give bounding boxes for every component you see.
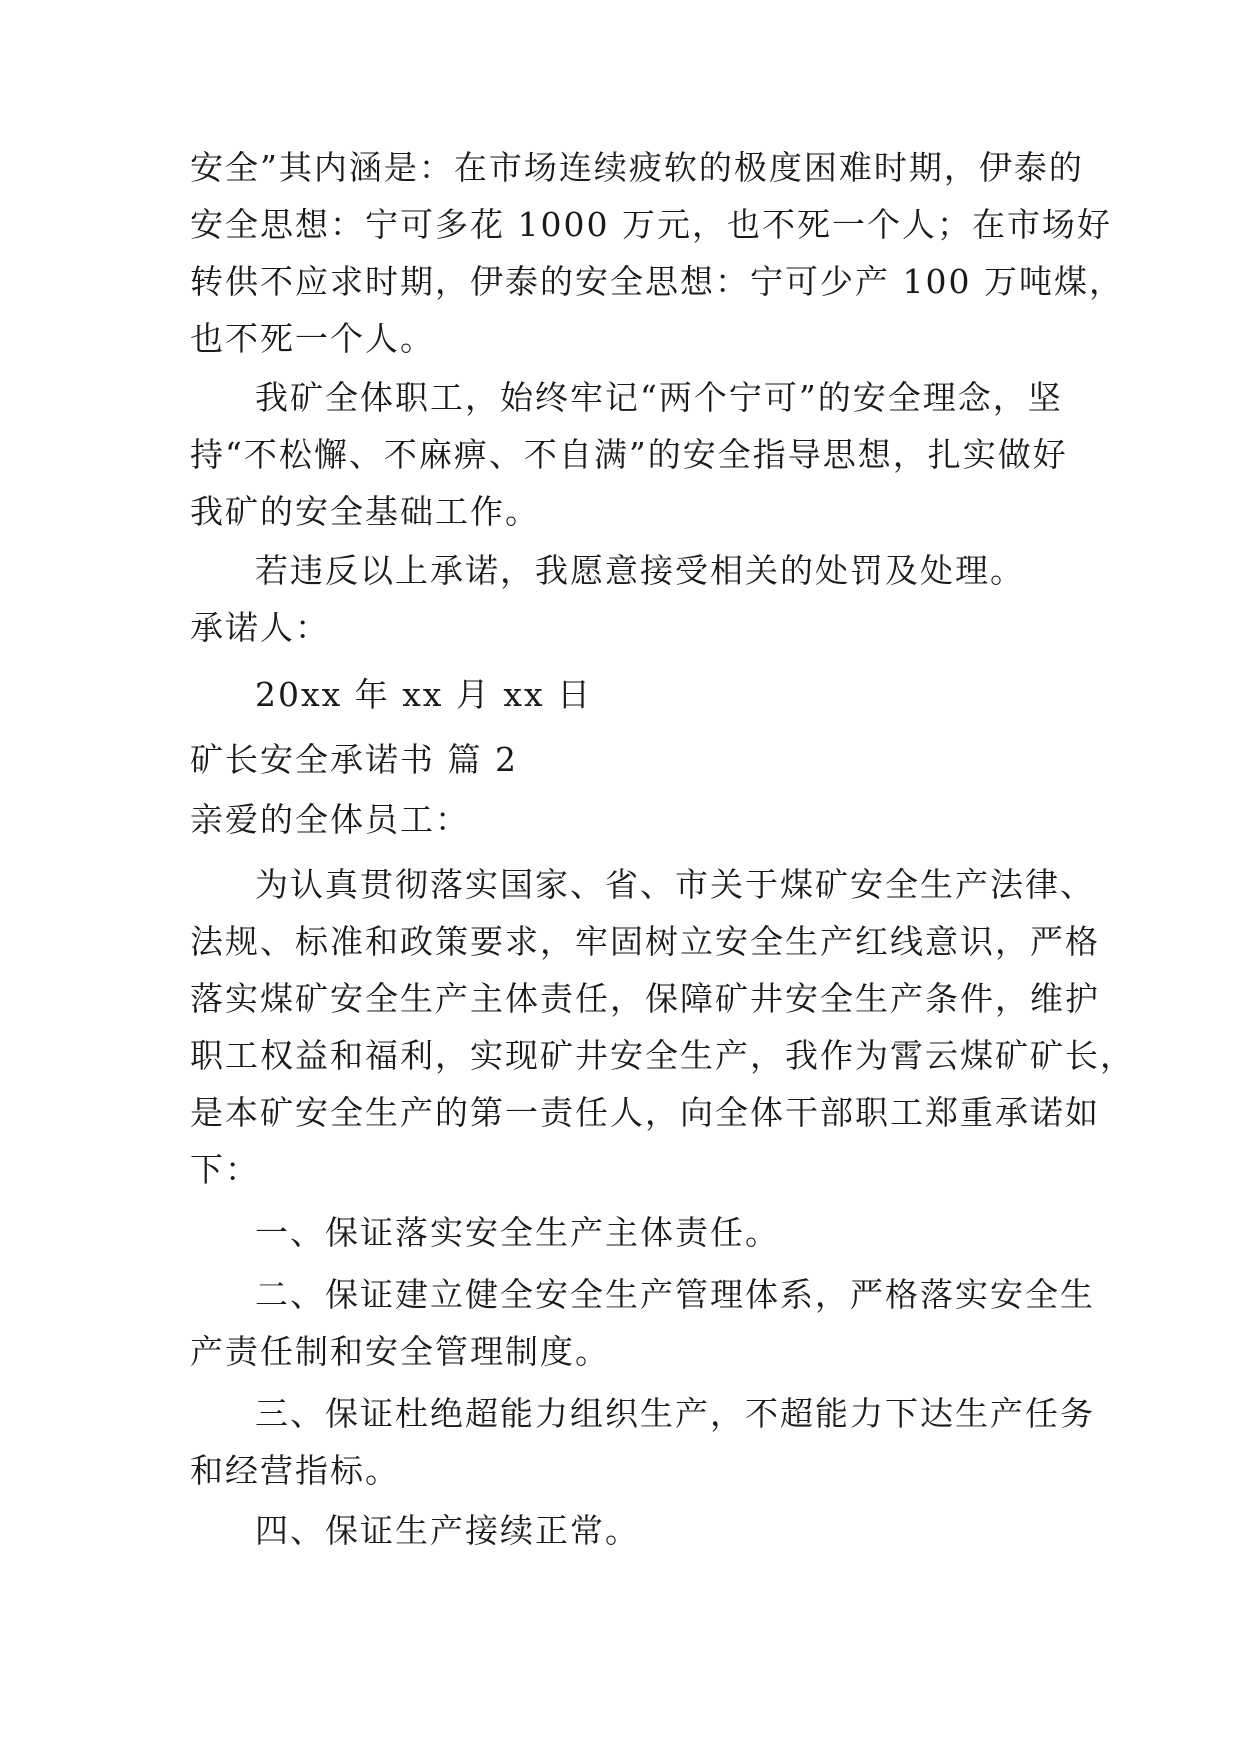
date-line: 20xx 年 xx 月 xx 日 [255, 675, 593, 714]
text-line: 职工权益和福利，实现矿井安全生产，我作为霄云煤矿矿长， [190, 1036, 1135, 1075]
paragraph-start: 为认真贯彻落实国家、省、市关于煤矿安全生产法律、 [255, 865, 1095, 904]
text-line: 是本矿安全生产的第一责任人，向全体干部职工郑重承诺如 [190, 1093, 1100, 1132]
paragraph-start: 我矿全体职工，始终牢记“两个宁可”的安全理念，坚 [255, 378, 1063, 417]
list-item: 三、保证杜绝超能力组织生产，不超能力下达生产任务 [255, 1394, 1095, 1433]
list-item: 一、保证落实安全生产主体责任。 [255, 1213, 780, 1252]
text-line: 也不死一个人。 [190, 319, 435, 358]
section-title: 矿长安全承诺书 篇 2 [190, 740, 518, 779]
text-line: 转供不应求时期，伊泰的安全思想：宁可少产 100 万吨煤， [190, 262, 1124, 301]
text-line: 产责任制和安全管理制度。 [190, 1332, 610, 1371]
text-line: 和经营指标。 [190, 1451, 400, 1490]
text-line: 下： [190, 1150, 260, 1189]
text-line: 安全”其内涵是：在市场连续疲软的极度困难时期，伊泰的 [190, 148, 1084, 187]
paragraph-start: 若违反以上承诺，我愿意接受相关的处罚及处理。 [255, 551, 1025, 590]
list-item: 四、保证生产接续正常。 [255, 1511, 640, 1550]
list-item: 二、保证建立健全安全生产管理体系，严格落实安全生 [255, 1275, 1095, 1314]
signatory-label: 承诺人： [190, 608, 330, 647]
salutation: 亲爱的全体员工： [190, 800, 470, 839]
text-line: 我矿的安全基础工作。 [190, 492, 540, 531]
text-line: 安全思想：宁可多花 1000 万元，也不死一个人；在市场好 [190, 205, 1112, 244]
text-line: 持“不松懈、不麻痹、不自满”的安全指导思想，扎实做好 [190, 435, 1068, 474]
text-line: 法规、标准和政策要求，牢固树立安全生产红线意识，严格 [190, 922, 1100, 961]
text-line: 落实煤矿安全生产主体责任，保障矿井安全生产条件，维护 [190, 979, 1100, 1018]
